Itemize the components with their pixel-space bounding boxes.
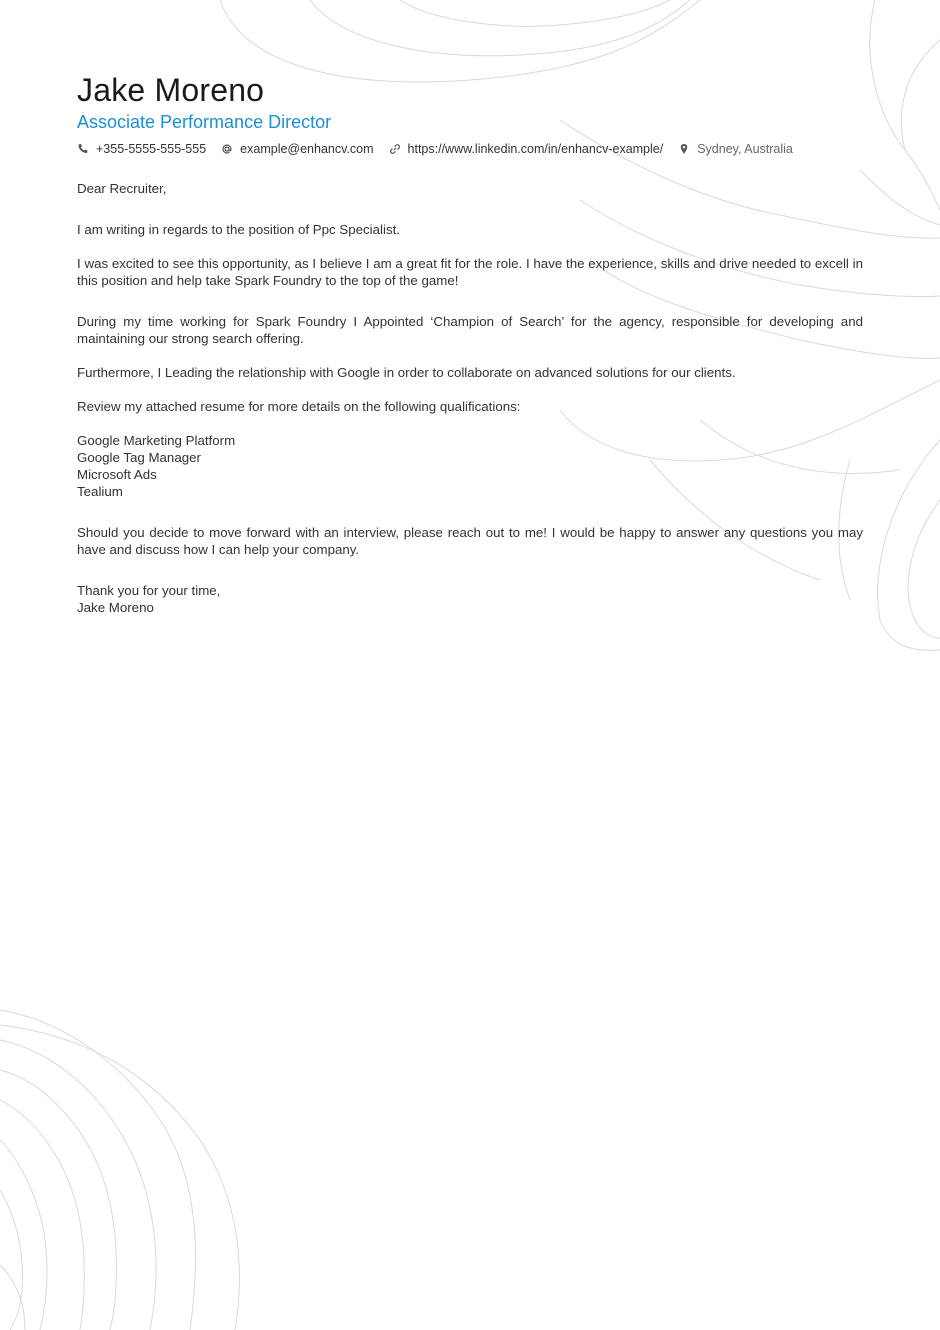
letter-body: [77, 180, 863, 616]
email-address: example@enhancv.com: [240, 142, 374, 156]
paragraph-closing: Should you decide to move forward with an interview, please reach out to me! I would be happy to answer any questions you may have and discuss how I can help your company.: [77, 525, 863, 557]
location-text: Sydney, Australia: [697, 142, 793, 156]
paragraph-intro: I am writing in regards to the position of Ppc Specialist.: [77, 222, 400, 237]
list-item: Google Marketing Platform: [77, 433, 236, 448]
contact-location: [678, 140, 793, 158]
signature: Jake Moreno: [77, 600, 154, 615]
cover-letter: [77, 70, 863, 616]
contact-bar: [77, 140, 863, 158]
salutation: Dear Recruiter,: [77, 181, 167, 196]
paragraph-furthermore: Furthermore, I Leading the relationship with Google in order to collaborate on advanced solutions for our clients.: [77, 365, 736, 380]
linkedin-url: https://www.linkedin.com/in/enhancv-example/: [407, 142, 664, 156]
list-item: Microsoft Ads: [77, 467, 157, 482]
contact-email[interactable]: [221, 140, 373, 158]
paragraph-review: Review my attached resume for more details on the following qualifications:: [77, 399, 521, 414]
location-pin-icon: [678, 143, 690, 155]
phone-number: +355-5555-555-555: [96, 142, 207, 156]
qualifications-list: [77, 432, 863, 500]
applicant-name: Jake Moreno: [77, 72, 265, 108]
contact-linkedin[interactable]: [389, 140, 664, 158]
contact-phone[interactable]: [77, 140, 206, 158]
list-item: Tealium: [77, 484, 123, 499]
paragraph-fit: I was excited to see this opportunity, as I believe I am a great fit for the role. I have the experience, skills and drive needed to excell in this position and help take Spark Foundry to the top of the game!: [77, 256, 863, 288]
list-item: Google Tag Manager: [77, 450, 201, 465]
applicant-title: Associate Performance Director: [77, 112, 332, 132]
paragraph-experience: During my time working for Spark Foundry I Appointed ‘Champion of Search’ for the agency, responsible for developing and maintaining our strong search offering.: [77, 314, 863, 346]
phone-icon: [77, 143, 89, 155]
at-icon: [221, 143, 233, 155]
closing-line: Thank you for your time,: [77, 583, 221, 598]
link-icon: [389, 143, 401, 155]
